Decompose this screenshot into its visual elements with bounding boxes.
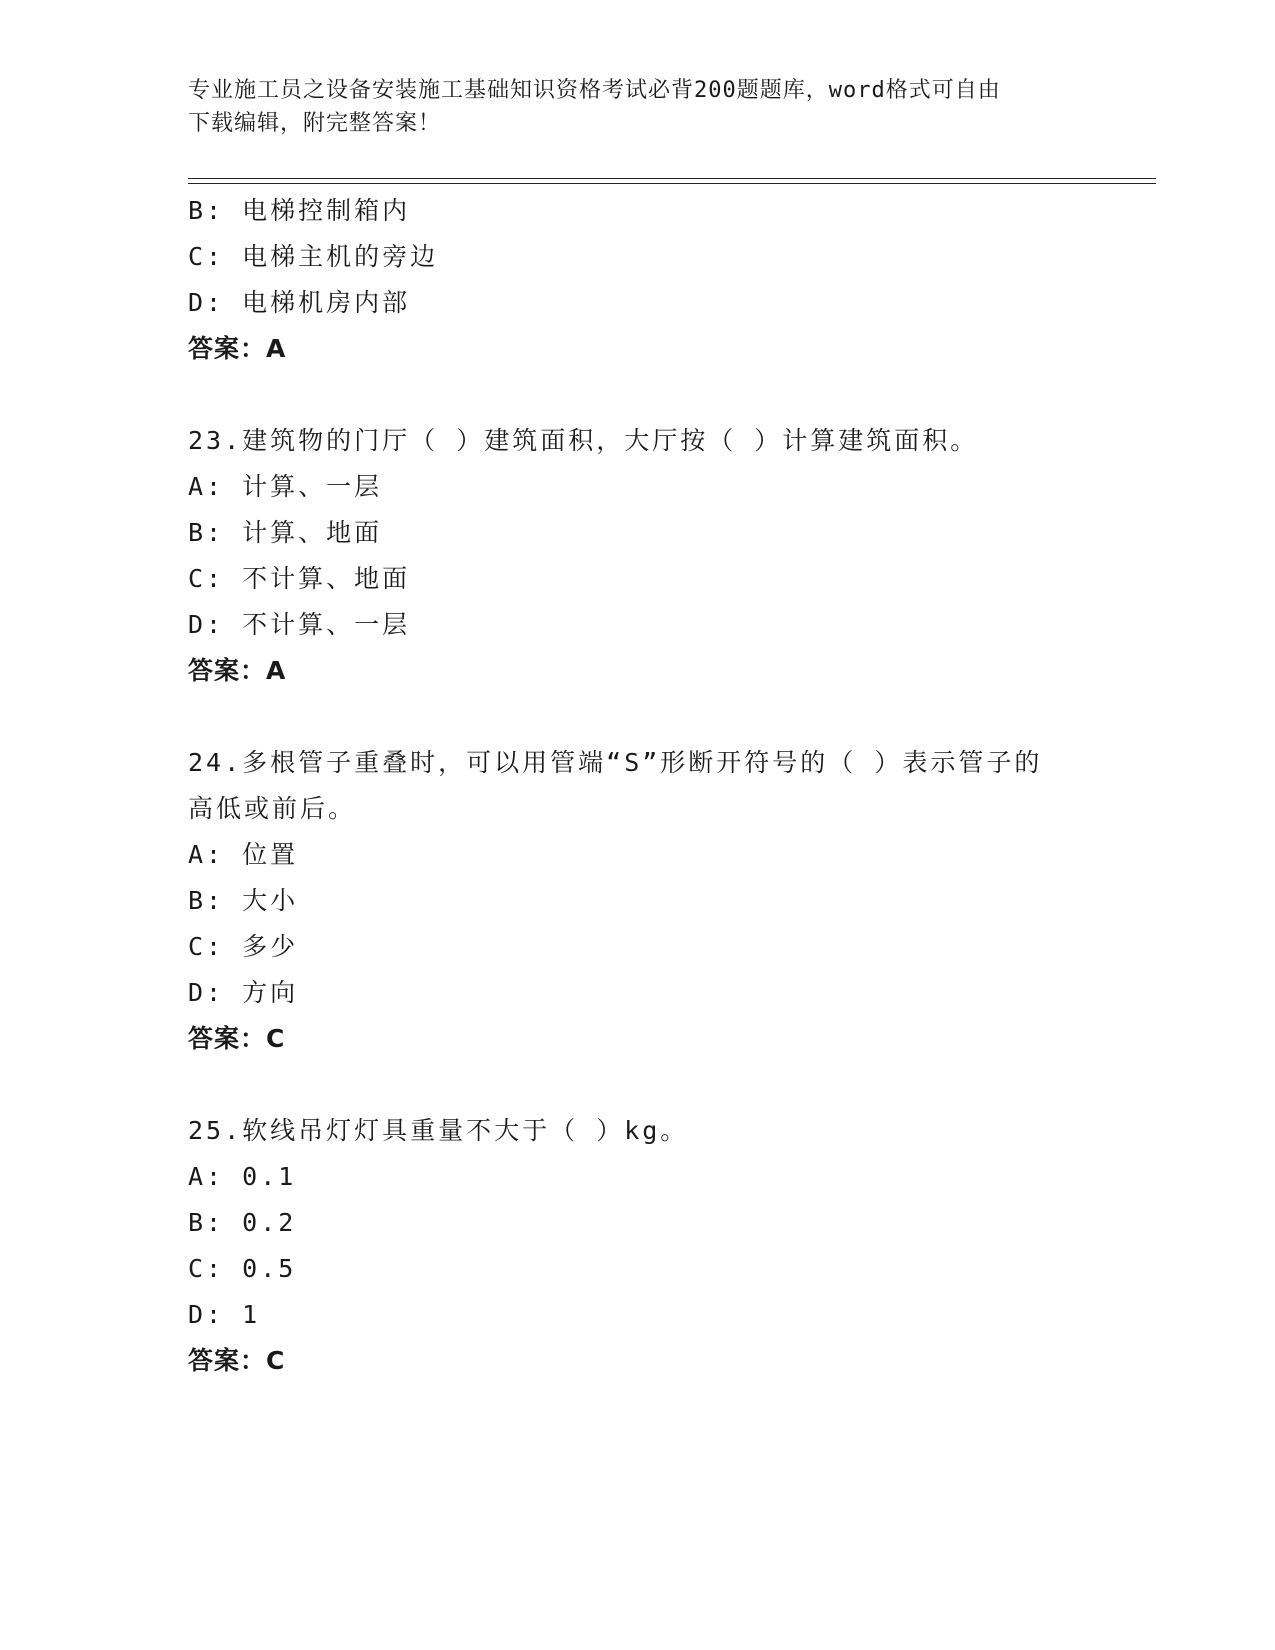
option-b (188, 878, 1088, 924)
option-d (188, 970, 1088, 1016)
option-c (188, 924, 1088, 970)
header-line-1: 专业施工员之设备安装施工基础知识资格考试必背200题题库，word格式可自由 (188, 78, 1001, 103)
option-key: D: (188, 288, 225, 317)
option-text: 1 (242, 1300, 261, 1329)
option-text: 不计算、地面 (242, 564, 411, 593)
option-key: A: (188, 1162, 225, 1191)
option-key: B: (188, 886, 225, 915)
question-22-continued (188, 188, 1088, 372)
option-text: 计算、一层 (242, 472, 383, 501)
header-line-2: 下载编辑，附完整答案！ (188, 111, 442, 136)
option-text: 电梯主机的旁边 (242, 242, 439, 271)
answer-line: 答案：C (188, 1346, 286, 1375)
option-c (188, 1246, 1088, 1292)
option-a (188, 832, 1088, 878)
question-25 (188, 1108, 1088, 1384)
document-header (188, 74, 1088, 140)
option-b (188, 1200, 1088, 1246)
option-key: A: (188, 472, 225, 501)
option-d (188, 602, 1088, 648)
option-text: 不计算、一层 (242, 610, 411, 639)
option-key: D: (188, 1300, 225, 1329)
option-text: 0.1 (242, 1162, 297, 1191)
option-key: C: (188, 1254, 225, 1283)
option-c (188, 234, 1088, 280)
option-key: B: (188, 196, 225, 225)
option-key: C: (188, 564, 225, 593)
option-text: 0.2 (242, 1208, 297, 1237)
option-key: C: (188, 932, 225, 961)
question-stem: 24.多根管子重叠时，可以用管端“S”形断开符号的（ ）表示管子的 (188, 748, 1043, 777)
option-key: B: (188, 518, 225, 547)
option-c (188, 556, 1088, 602)
option-text: 电梯机房内部 (242, 288, 411, 317)
question-23 (188, 418, 1088, 694)
question-24 (188, 740, 1088, 1062)
option-text: 电梯控制箱内 (242, 196, 411, 225)
option-b (188, 510, 1088, 556)
option-key: A: (188, 840, 225, 869)
option-d (188, 280, 1088, 326)
header-divider (188, 178, 1156, 184)
answer-line: 答案：A (188, 656, 287, 685)
option-text: 0.5 (242, 1254, 297, 1283)
option-text: 大小 (242, 886, 299, 915)
question-stem-continued: 高低或前后。 (188, 794, 357, 823)
option-text: 多少 (242, 932, 299, 961)
option-key: B: (188, 1208, 225, 1237)
answer-line: 答案：A (188, 334, 287, 363)
question-list (188, 188, 1088, 1384)
answer-line: 答案：C (188, 1024, 286, 1053)
option-text: 位置 (242, 840, 299, 869)
option-key: D: (188, 978, 225, 1007)
option-text: 计算、地面 (242, 518, 383, 547)
option-a (188, 1154, 1088, 1200)
option-a (188, 464, 1088, 510)
option-text: 方向 (242, 978, 299, 1007)
question-stem: 25.软线吊灯灯具重量不大于（ ）kg。 (188, 1116, 689, 1145)
option-d (188, 1292, 1088, 1338)
option-key: C: (188, 242, 225, 271)
option-b (188, 188, 1088, 234)
option-key: D: (188, 610, 225, 639)
question-stem: 23.建筑物的门厅（ ）建筑面积，大厅按（ ）计算建筑面积。 (188, 426, 979, 455)
